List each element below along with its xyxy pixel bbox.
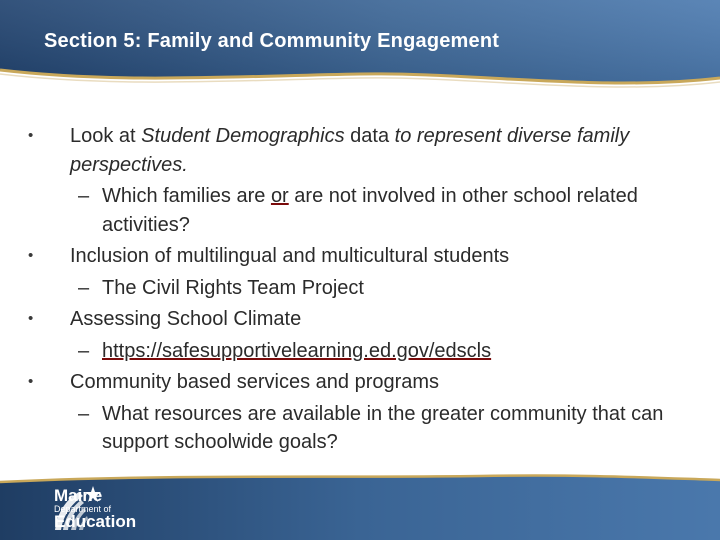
- dash-marker: –: [78, 185, 90, 207]
- italic-term: Student Demographics: [141, 125, 345, 147]
- maine-doe-logo-text: Maine Department of Education: [54, 486, 137, 531]
- sub-bullet-item: – The Civil Rights Team Project: [28, 274, 698, 303]
- edscls-link[interactable]: https://safesupportivelearning.ed.gov/edscls: [102, 339, 492, 362]
- sub-bullet-item: – Which families are or are not involved in other school related activities?: [28, 182, 698, 239]
- bullet-item: • Inclusion of multilingual and multicultural students: [28, 242, 698, 271]
- underlined-word: or: [270, 185, 289, 207]
- bullet-item: • Assessing School Climate: [28, 305, 698, 334]
- bullet-item: • Community based services and programs: [28, 368, 698, 397]
- sub-bullet-item: [28, 337, 698, 366]
- dash-marker: –: [78, 276, 90, 299]
- slide-title: Section 5: Family and Community Engagement: [44, 30, 500, 52]
- bullet-item: • Look at Student Demographics data to represent diverse family perspectives.: [28, 122, 698, 179]
- dash-marker: –: [78, 339, 90, 362]
- sub-bullet-item: – What resources are available in the greater community that can support schoolwide goals?: [28, 400, 698, 457]
- dash-marker: –: [78, 402, 90, 425]
- slide-content: [28, 122, 698, 460]
- slide-header-band: [0, 0, 720, 100]
